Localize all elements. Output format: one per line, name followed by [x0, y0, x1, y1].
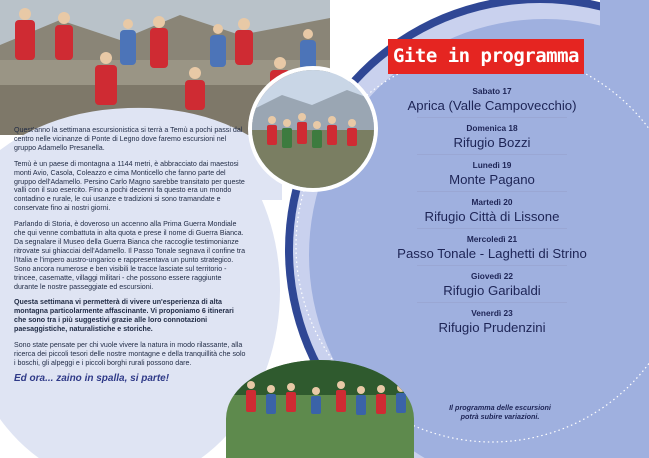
schedule-item: [372, 123, 612, 155]
schedule-divider: [417, 302, 567, 303]
group-photo-circle: [248, 66, 378, 192]
schedule-divider: [417, 117, 567, 118]
schedule-title-box: [388, 39, 584, 74]
intro-paragraph-5: Sono state pensate per chi vuole vivere la natura in modo rilassante, alla ricerca dei piccoli tesori delle nostre montagne e della tranquillità che solo i boschi, gli alpeggi e i piccoli borghi rurali possono dare.: [14, 341, 246, 367]
schedule-destination: Rifugio Garibaldi: [443, 283, 541, 298]
schedule-divider: [417, 191, 567, 192]
schedule-divider: [417, 154, 567, 155]
schedule-item: [372, 308, 612, 336]
schedule-day: Domenica 18: [466, 123, 518, 133]
schedule-item: [372, 197, 612, 229]
intro-paragraph-1: Quest'anno la settimana escursionistica si terrà a Temù a pochi passi dal centro nelle vicinanze di Ponte di Legno dove faremo escursioni nel gruppo Adamello Presanella.: [14, 126, 243, 152]
intro-paragraph-3: Parlando di Storia, è doveroso un accenno alla Prima Guerra Mondiale che qui venne combattuta in alta quota e prese il nome di Guerra Bianca. Da segnalare il Museo della Guerra Bianca che raccoglie testimonianze ritrovate sui ghiacciai dell'Adamello. Il Passo Tonale segnava il confine tra l'Italia e l'impero austro-ungarico e rappresentava un punto strategico. Sono ancora numerose e ben visibili le tracce lasciate sul territorio - trincee, casematte, villaggi militari - che possono essere raggiunte durante le nostre passeggiate ed escursioni.: [14, 220, 246, 291]
schedule-title: Gite in programma: [393, 45, 579, 67]
schedule-destination: Aprica (Valle Campovecchio): [407, 98, 577, 113]
intro-paragraph-4: Questa settimana vi permetterà di vivere un'esperienza di alta montagna particolarmente affascinante. Vi proponiamo 6 itinerari che sono tra i più suggestivi grazie alle loro connotazioni paesaggistiche, naturalistiche e storiche.: [14, 298, 234, 334]
schedule-list: [372, 86, 612, 336]
schedule-item: [372, 234, 612, 266]
schedule-item: [372, 86, 612, 118]
schedule-destination: Passo Tonale - Laghetti di Strino: [397, 246, 587, 261]
schedule-day: Martedì 20: [471, 197, 513, 207]
schedule-destination: Rifugio Bozzi: [453, 135, 531, 150]
intro-paragraph-2: Temù è un paese di montagna a 1144 metri, è abbracciato dai maestosi monti Avio, Casola, Coleazzo e cima Monticello che fanno parte del gruppo dell'Adamello. Persino Carlo Magno sarebbe transitato per queste valli con il suo esercito. Fino a pochi decenni fa questo era un mondo contadino e rurale, le cui usanze e tradizioni si sono tramandate e conservate fino ai nostri giorni.: [14, 159, 245, 213]
schedule-divider: [417, 265, 567, 266]
schedule-day: Giovedì 22: [471, 271, 513, 281]
schedule-day: Mercoledì 21: [466, 234, 518, 244]
schedule-divider: [417, 228, 567, 229]
schedule-day: Lunedì 19: [472, 160, 512, 170]
schedule-destination: Rifugio Città di Lissone: [424, 209, 560, 224]
schedule-item: [372, 271, 612, 303]
schedule-day: Venerdì 23: [471, 308, 513, 318]
schedule-item: [372, 160, 612, 192]
intro-closing: Ed ora... zaino in spalla, si parte!: [14, 372, 170, 384]
intro-text: [14, 126, 246, 391]
schedule-day: Sabato 17: [472, 86, 512, 96]
schedule-note: Il programma delle escursioni potrà subire variazioni.: [449, 403, 551, 421]
schedule-destination: Rifugio Prudenzini: [438, 320, 546, 335]
schedule-destination: Monte Pagano: [449, 172, 535, 187]
